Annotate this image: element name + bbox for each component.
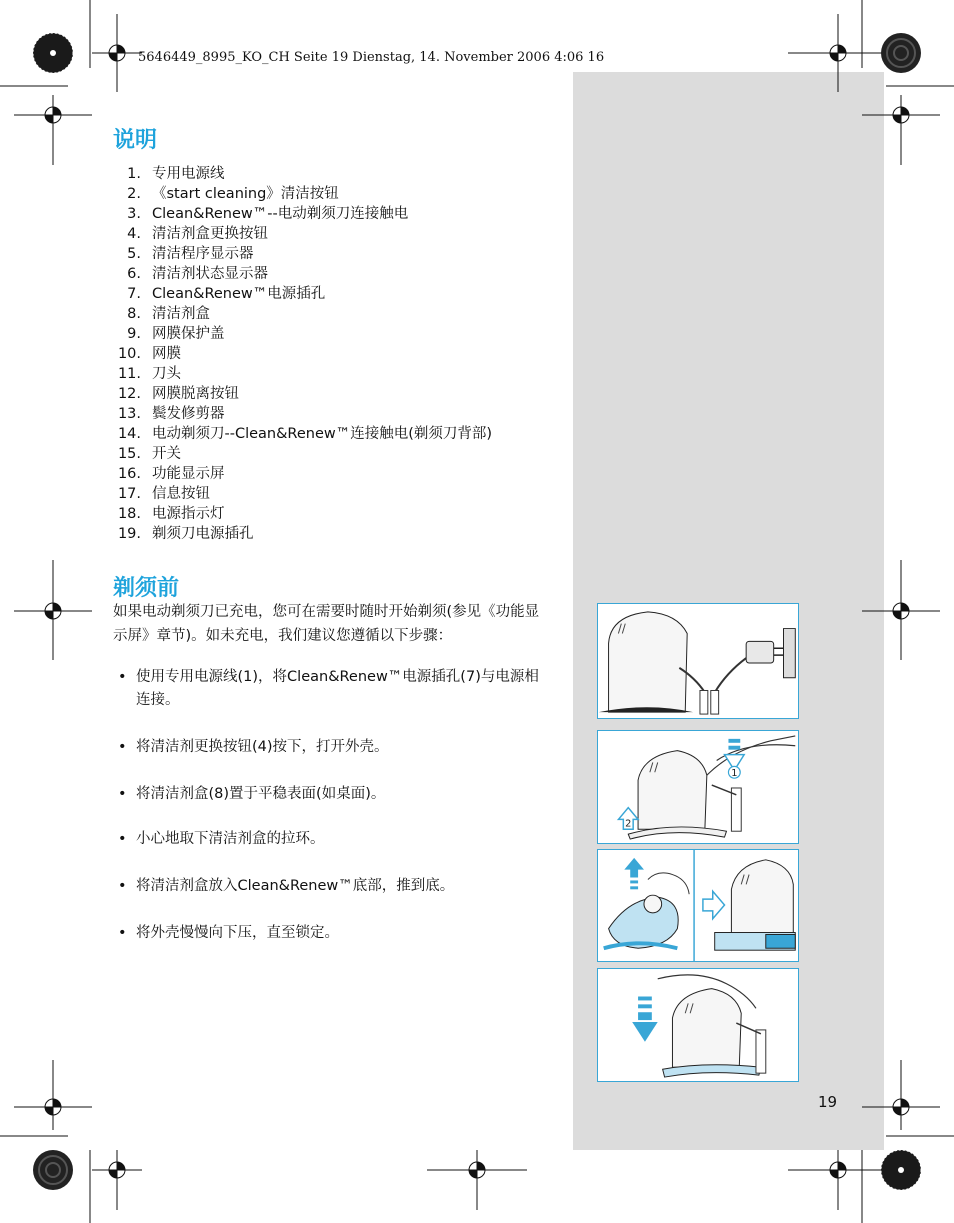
- parts-list-item-number: 16.: [117, 466, 141, 482]
- parts-list-item: [113, 244, 492, 264]
- instruction-bullet-item: [113, 783, 553, 806]
- instruction-bullet-item: [113, 875, 553, 898]
- parts-list-item-text: 专用电源线: [152, 166, 225, 182]
- parts-list-item: [113, 484, 492, 504]
- section-title-description: 说明: [113, 128, 158, 153]
- figure-plug-in-power: [597, 603, 799, 719]
- parts-list-item-text: 开关: [152, 446, 181, 462]
- parts-list-item-number: 9.: [127, 326, 141, 342]
- parts-list-item-text: 电源指示灯: [152, 506, 225, 522]
- parts-list-item-text: 清洁剂状态显示器: [152, 266, 268, 282]
- registration-target-bottom-left: [92, 1150, 142, 1210]
- down-arrow-icon: [632, 997, 658, 1042]
- instruction-bullet-text: 将外壳慢慢向下压，直至锁定。: [136, 925, 339, 941]
- figure-open-housing: [597, 730, 799, 844]
- parts-list-item: [113, 324, 492, 344]
- parts-list-item-text: 网膜脱离按钮: [152, 386, 239, 402]
- starburst-target-bottom-left: [33, 1150, 73, 1190]
- bullet-dot-icon: •: [118, 786, 127, 802]
- bullet-dot-icon: •: [118, 878, 127, 894]
- starburst-target-bottom-right: [881, 1150, 921, 1190]
- parts-list-item-number: 8.: [127, 306, 141, 322]
- right-arrow-icon: [703, 891, 725, 919]
- parts-list-item: [113, 184, 492, 204]
- down-arrow-icon: [725, 739, 745, 770]
- parts-list-item-number: 10.: [117, 346, 141, 362]
- parts-list-item: [113, 284, 492, 304]
- parts-list-item-text: Clean&Renew™电源插孔: [152, 286, 326, 302]
- parts-list-item-number: 4.: [127, 226, 141, 242]
- print-header: 5646449_8995_KO_CH Seite 19 Dienstag, 14. November 2006 4:06 16: [138, 50, 605, 65]
- parts-list-item-text: 信息按钮: [152, 486, 210, 502]
- bullet-dot-icon: •: [118, 739, 127, 755]
- bullet-dot-icon: •: [118, 831, 127, 847]
- instruction-bullet-item: [113, 828, 553, 851]
- parts-list-item-number: 6.: [127, 266, 141, 282]
- parts-list-item-number: 7.: [127, 286, 141, 302]
- instruction-bullet-item: [113, 736, 553, 759]
- instruction-bullet-item: [113, 922, 553, 945]
- parts-list: [113, 164, 492, 544]
- parts-list-item: [113, 524, 492, 544]
- parts-list-item: [113, 264, 492, 284]
- registration-target-bottom-right: [788, 1150, 888, 1210]
- parts-list-item-number: 1.: [127, 166, 141, 182]
- parts-list-item-number: 5.: [127, 246, 141, 262]
- starburst-target-top-right: [881, 33, 921, 73]
- parts-list-item-number: 2.: [127, 186, 141, 202]
- page-number: 19: [818, 1093, 838, 1111]
- registration-target-left-upper: [14, 95, 92, 165]
- instruction-bullet-text: 使用专用电源线(1)，将Clean&Renew™电源插孔(7)与电源相连接。: [136, 669, 539, 708]
- parts-list-item-number: 15.: [117, 446, 141, 462]
- instruction-bullet-text: 将清洁剂更换按钮(4)按下，打开外壳。: [136, 739, 389, 755]
- parts-list-item: [113, 164, 492, 184]
- parts-list-item-number: 13.: [117, 406, 141, 422]
- parts-list-item-text: 功能显示屏: [152, 466, 225, 482]
- parts-list-item-text: 刀头: [152, 366, 181, 382]
- parts-list-item-text: 网膜: [152, 346, 181, 362]
- figure-insert-cartridge: [597, 849, 799, 962]
- parts-list-item: [113, 384, 492, 404]
- parts-list-item: [113, 304, 492, 324]
- bullet-dot-icon: •: [118, 925, 127, 941]
- parts-list-item-text: Clean&Renew™--电动剃须刀连接触电: [152, 206, 409, 222]
- parts-list-item-number: 18.: [117, 506, 141, 522]
- up-arrow-icon: [624, 858, 644, 889]
- parts-list-item: [113, 344, 492, 364]
- section-title-before-shaving: 剃须前: [113, 576, 180, 601]
- parts-list-item-text: 清洁程序显示器: [152, 246, 254, 262]
- parts-list-item: [113, 424, 492, 444]
- registration-target-right-upper: [862, 95, 940, 165]
- parts-list-item: [113, 204, 492, 224]
- parts-list-item-text: 清洁剂盒: [152, 306, 210, 322]
- parts-list-item: [113, 364, 492, 384]
- parts-list-item-text: 网膜保护盖: [152, 326, 225, 342]
- parts-list-item-text: 剃须刀电源插孔: [152, 526, 254, 542]
- parts-list-item: [113, 404, 492, 424]
- parts-list-item: [113, 224, 492, 244]
- intro-paragraph: 如果电动剃须刀已充电，您可在需要时随时开始剃须(参见《功能显示屏》章节)。如未充电，我们建议您遵循以下步骤：: [113, 604, 540, 644]
- parts-list-item-number: 11.: [117, 366, 141, 382]
- parts-list-item: [113, 464, 492, 484]
- parts-list-item-text: 《start cleaning》清洁按钮: [152, 186, 339, 202]
- registration-target-left-lower: [14, 1060, 92, 1130]
- step-label-1: 1: [731, 768, 738, 780]
- instruction-bullet-text: 小心地取下清洁剂盒的拉环。: [136, 831, 325, 847]
- parts-list-item: [113, 504, 492, 524]
- parts-list-item-number: 3.: [127, 206, 141, 222]
- instruction-bullet-item: [113, 666, 553, 712]
- bullet-dot-icon: •: [118, 669, 127, 685]
- parts-list-item-text: 清洁剂盒更换按钮: [152, 226, 268, 242]
- parts-list-item-text: 电动剃须刀--Clean&Renew™连接触电(剃须刀背部): [152, 426, 493, 442]
- parts-list-item-number: 12.: [117, 386, 141, 402]
- instruction-bullet-text: 将清洁剂盒放入Clean&Renew™底部，推到底。: [136, 878, 455, 894]
- registration-target-right-lower: [862, 1060, 940, 1130]
- instruction-bullet-text: 将清洁剂盒(8)置于平稳表面(如桌面)。: [136, 786, 386, 802]
- parts-list-item: [113, 444, 492, 464]
- parts-list-item-number: 17.: [117, 486, 141, 502]
- starburst-target-top-left: [33, 33, 73, 73]
- figure-close-housing: [597, 968, 799, 1082]
- step-label-2: 2: [625, 818, 632, 830]
- registration-target-bottom-mid: [427, 1150, 527, 1210]
- parts-list-item-text: 鬓发修剪器: [152, 406, 225, 422]
- parts-list-item-number: 14.: [117, 426, 141, 442]
- parts-list-item-number: 19.: [117, 526, 141, 542]
